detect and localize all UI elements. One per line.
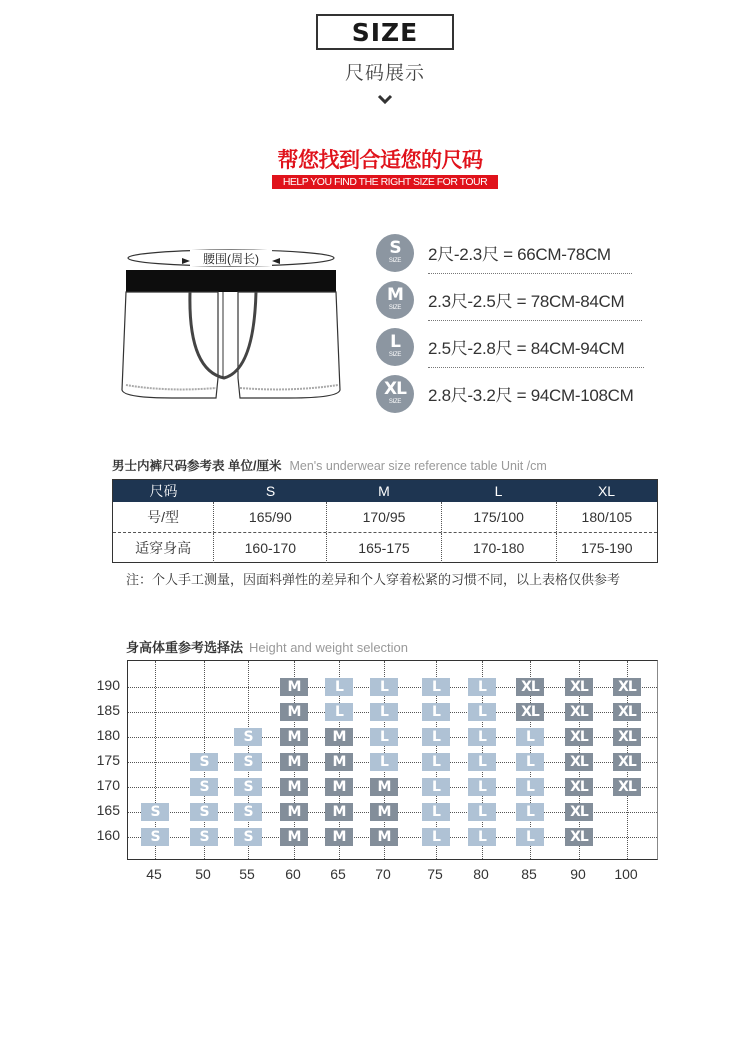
size-badge-xl: XL SIZE xyxy=(376,375,414,413)
x-tick-label: 85 xyxy=(521,866,537,882)
chart-title-cn: 身高体重参考选择法 xyxy=(126,640,244,655)
header-cell: S xyxy=(265,483,276,499)
size-chip-l: L xyxy=(468,828,496,846)
size-chip-m: M xyxy=(370,828,398,846)
x-tick-label: 100 xyxy=(614,866,638,882)
header-cell: M xyxy=(378,483,390,499)
size-chip-l: L xyxy=(468,728,496,746)
size-chip-xl: XL xyxy=(613,753,641,771)
x-tick-label: 70 xyxy=(375,866,391,882)
table-cell: 170-180 xyxy=(441,533,556,563)
size-chip-m: M xyxy=(280,828,308,846)
size-reference-table xyxy=(112,479,658,563)
table-cell: 175-190 xyxy=(556,533,657,563)
chart-title xyxy=(126,637,408,656)
chart-title-en: Height and weight selection xyxy=(249,640,409,655)
y-tick-label: 175 xyxy=(96,752,120,768)
x-tick-label: 45 xyxy=(146,866,162,882)
size-chip-m: M xyxy=(370,803,398,821)
size-chip-l: L xyxy=(422,778,450,796)
size-chip-l: L xyxy=(516,803,544,821)
size-chip-m: M xyxy=(280,728,308,746)
size-range-text: 2.5尺-2.8尺 = 84CM-94CM xyxy=(428,339,625,358)
size-chip-l: L xyxy=(422,703,450,721)
size-chip-m: M xyxy=(325,753,353,771)
size-range-text: 2.8尺-3.2尺 = 94CM-108CM xyxy=(428,386,634,405)
size-chip-xl: XL xyxy=(613,778,641,796)
size-badge-l: L SIZE xyxy=(376,328,414,366)
size-chip-s: S xyxy=(141,803,169,821)
table-cell: 号/型 xyxy=(147,509,180,525)
find-size-subtitle: HELP YOU FIND THE RIGHT SIZE FOR TOUR xyxy=(272,175,498,189)
size-chip-s: S xyxy=(234,803,262,821)
size-chip-l: L xyxy=(516,778,544,796)
size-chip-m: M xyxy=(325,828,353,846)
size-chip-m: M xyxy=(280,678,308,696)
size-chip-xl: XL xyxy=(613,728,641,746)
y-tick-label: 165 xyxy=(96,802,120,818)
size-chip-xl: XL xyxy=(565,778,593,796)
size-range-text: 2尺-2.3尺 = 66CM-78CM xyxy=(428,245,611,264)
size-chip-l: L xyxy=(370,728,398,746)
size-chip-l: L xyxy=(468,678,496,696)
size-chip-l: L xyxy=(325,703,353,721)
size-chip-l: L xyxy=(468,753,496,771)
table-row xyxy=(113,502,657,532)
y-tick-label: 190 xyxy=(96,677,120,693)
table-cell: 180/105 xyxy=(556,502,657,532)
y-tick-label: 170 xyxy=(96,777,120,793)
size-chip-xl: XL xyxy=(565,753,593,771)
size-chip-l: L xyxy=(468,703,496,721)
table-cell: 适穿身高 xyxy=(135,540,192,556)
size-table-caption xyxy=(112,456,547,474)
size-chip-l: L xyxy=(422,678,450,696)
size-chip-l: L xyxy=(422,753,450,771)
measurement-note: 注：个人手工测量，因面料弹性的差异和个人穿着松紧的习惯不同，以上表格仅供参考 xyxy=(126,572,621,587)
size-chip-xl: XL xyxy=(565,728,593,746)
size-chip-s: S xyxy=(190,753,218,771)
size-chip-xl: XL xyxy=(565,828,593,846)
size-chip-m: M xyxy=(325,778,353,796)
divider xyxy=(428,367,644,368)
size-subtitle: 尺码展示 xyxy=(344,63,425,84)
divider xyxy=(428,273,632,274)
size-chip-l: L xyxy=(422,828,450,846)
underwear-diagram xyxy=(112,240,348,410)
x-tick-label: 65 xyxy=(330,866,346,882)
table-cell: 165-175 xyxy=(326,533,440,563)
size-chip-l: L xyxy=(516,728,544,746)
chevron-down-icon xyxy=(376,92,394,106)
table-row xyxy=(113,532,657,563)
size-chip-l: L xyxy=(370,703,398,721)
size-chip-s: S xyxy=(234,778,262,796)
caption-cn: 男士内裤尺码参考表 单位/厘米 xyxy=(112,459,282,473)
size-chip-s: S xyxy=(141,828,169,846)
height-weight-grid xyxy=(127,660,658,860)
size-chip-m: M xyxy=(325,728,353,746)
size-chip-xl: XL xyxy=(613,678,641,696)
size-title: SIZE xyxy=(316,14,454,50)
x-tick-label: 55 xyxy=(239,866,255,882)
table-cell: 170/95 xyxy=(326,502,440,532)
header-cell: 尺码 xyxy=(149,483,178,499)
svg-text:腰围(周长): 腰围(周长) xyxy=(203,252,259,266)
size-chip-m: M xyxy=(280,803,308,821)
x-tick-label: 75 xyxy=(427,866,443,882)
size-chip-xl: XL xyxy=(565,803,593,821)
caption-en: Men's underwear size reference table Unit /cm xyxy=(289,459,547,473)
underwear-diagram-icon xyxy=(112,240,348,410)
y-tick-label: 180 xyxy=(96,727,120,743)
size-chip-s: S xyxy=(234,753,262,771)
size-chip-l: L xyxy=(325,678,353,696)
waist-size-row-m xyxy=(376,281,666,321)
waist-size-row-s xyxy=(376,234,666,274)
size-chip-m: M xyxy=(325,803,353,821)
size-badge-s: S SIZE xyxy=(376,234,414,272)
size-chip-l: L xyxy=(516,828,544,846)
table-header xyxy=(113,480,657,502)
table-cell: 160-170 xyxy=(213,533,326,563)
size-chip-s: S xyxy=(234,828,262,846)
find-size-title: 帮您找到合适您的尺码 xyxy=(277,148,483,172)
divider xyxy=(428,320,642,321)
waist-size-row-xl xyxy=(376,375,666,415)
size-chip-s: S xyxy=(190,778,218,796)
size-chip-m: M xyxy=(370,778,398,796)
size-chip-l: L xyxy=(422,728,450,746)
size-chip-xl: XL xyxy=(516,703,544,721)
y-tick-label: 160 xyxy=(96,827,120,843)
x-tick-label: 80 xyxy=(473,866,489,882)
y-tick-label: 185 xyxy=(96,702,120,718)
size-chip-s: S xyxy=(234,728,262,746)
size-chip-xl: XL xyxy=(516,678,544,696)
waist-size-row-l xyxy=(376,328,666,368)
size-chip-m: M xyxy=(280,753,308,771)
size-chip-s: S xyxy=(190,803,218,821)
x-tick-label: 60 xyxy=(285,866,301,882)
header-cell: L xyxy=(494,483,503,499)
size-chip-s: S xyxy=(190,828,218,846)
size-chip-xl: XL xyxy=(565,703,593,721)
size-chip-xl: XL xyxy=(565,678,593,696)
size-chip-l: L xyxy=(422,803,450,821)
size-chip-l: L xyxy=(370,678,398,696)
x-tick-label: 50 xyxy=(195,866,211,882)
header-cell: XL xyxy=(597,483,616,499)
size-chip-m: M xyxy=(280,703,308,721)
table-cell: 165/90 xyxy=(213,502,326,532)
size-chip-l: L xyxy=(370,753,398,771)
size-chip-m: M xyxy=(280,778,308,796)
x-tick-label: 90 xyxy=(570,866,586,882)
size-chip-xl: XL xyxy=(613,703,641,721)
size-range-text: 2.3尺-2.5尺 = 78CM-84CM xyxy=(428,292,625,311)
size-chip-l: L xyxy=(468,803,496,821)
table-cell: 175/100 xyxy=(441,502,556,532)
size-badge-m: M SIZE xyxy=(376,281,414,319)
size-chip-l: L xyxy=(516,753,544,771)
size-chip-l: L xyxy=(468,778,496,796)
